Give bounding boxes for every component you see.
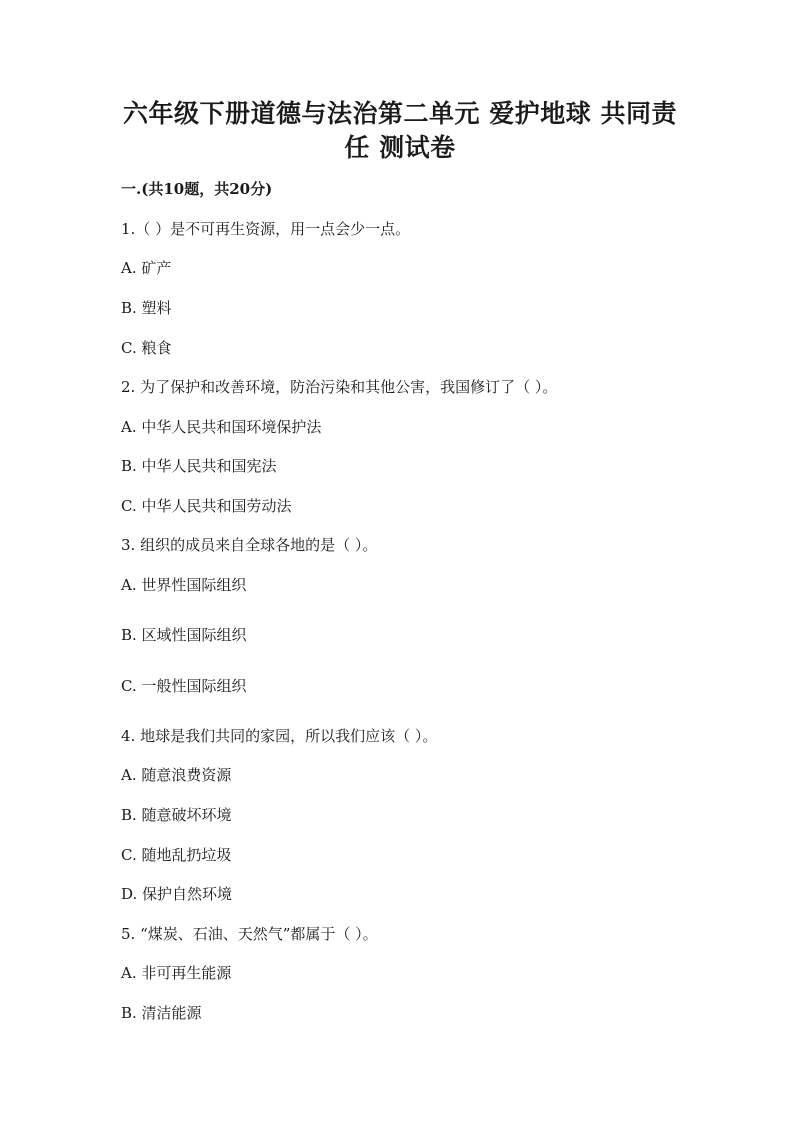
question-1-option-b: B. 塑料 [121,299,172,317]
page-title-line-1: 六年级下册道德与法治第二单元 爱护地球 共同责 [123,99,677,128]
question-2-option-c: C. 中华人民共和国劳动法 [121,497,292,515]
question-4-option-a: A. 随意浪费资源 [121,766,232,784]
question-5-option-b: B. 清洁能源 [121,1004,202,1022]
question-3-option-c: C. 一般性国际组织 [121,677,247,695]
question-3-stem: 3. 组织的成员来自全球各地的是（ ）。 [121,536,378,554]
question-1-option-a: A. 矿产 [121,259,172,277]
question-3-option-b: B. 区域性国际组织 [121,626,247,644]
question-4-option-b: B. 随意破坏环境 [121,806,232,824]
question-2-option-a: A. 中华人民共和国环境保护法 [121,418,322,436]
question-3-option-a: A. 世界性国际组织 [121,576,247,594]
question-5-stem: 5. “煤炭、石油、天然气”都属于（ ）。 [121,925,378,943]
question-4-stem: 4. 地球是我们共同的家园，所以我们应该（ ）。 [121,727,438,745]
question-1-option-c: C. 粮食 [121,339,172,357]
question-1-stem: 1.（ ）是不可再生资源，用一点会少一点。 [121,220,411,238]
question-4-option-c: C. 随地乱扔垃圾 [121,846,232,864]
question-2-stem: 2. 为了保护和改善环境，防治污染和其他公害，我国修订了（ ）。 [121,378,558,396]
question-4-option-d: D. 保护自然环境 [121,885,233,903]
page-title-line-2: 任 测试卷 [344,133,456,162]
section-header: 一.(共10题，共20分) [121,180,273,198]
question-2-option-b: B. 中华人民共和国宪法 [121,457,277,475]
question-5-option-a: A. 非可再生能源 [121,964,232,982]
